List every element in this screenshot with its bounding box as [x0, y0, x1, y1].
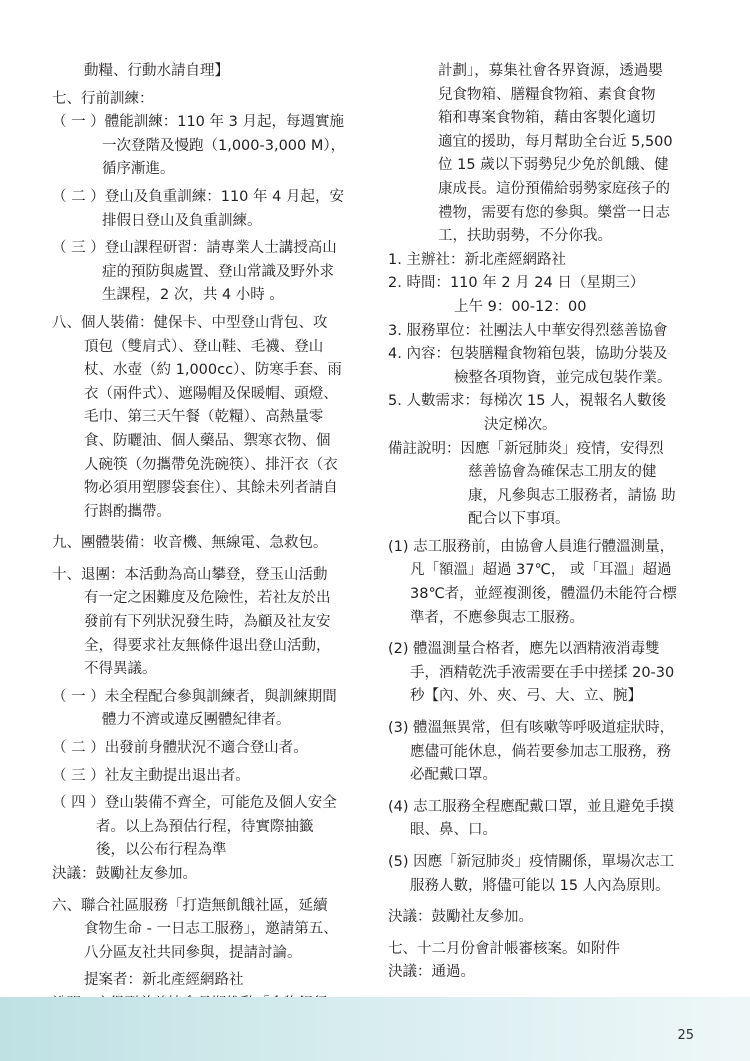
- text-line: 食物生命 - 一日志工服務」，邀請第五、: [84, 921, 338, 938]
- text-line: 衣（兩件式）、遮陽帽及保暖帽、頭燈、: [84, 385, 338, 402]
- text-line: 計劃」，募集社會各界資源，透過嬰: [438, 63, 663, 79]
- spacer: [52, 524, 368, 532]
- text-line: 決定梯次。: [484, 416, 557, 433]
- text-line: 物必須用塑膠袋套住）、其餘未列者請自: [84, 480, 338, 497]
- right-column: [388, 60, 704, 985]
- text-line: 後，以公布行程為準: [96, 842, 227, 859]
- spacer: [388, 788, 704, 796]
- text-line: 生課程，2 次，共 4 小時 。: [102, 287, 284, 304]
- text-line: 決議：鼓勵社友參加。: [388, 909, 533, 926]
- text-line: 禮物，需要有您的參與。樂當一日志: [438, 204, 670, 221]
- text-line: 箱和專案食物箱，藉由客製化適切: [438, 110, 656, 127]
- text-line: 七、十二月份會計帳審核案。如附件: [388, 940, 620, 957]
- text-line: 體力不濟或違反團體紀律者。: [102, 712, 291, 729]
- page-number: 25: [677, 1028, 694, 1043]
- text-line: 位 15 歲以下弱勢兒少免於飢餓、健: [438, 157, 669, 174]
- text-line: 工，扶助弱勢，不分你我。: [438, 228, 612, 245]
- text-line: 上午 9：00-12：00: [454, 298, 587, 315]
- text-line: 食、防曬油、個人藥品、禦寒衣物、個: [84, 432, 331, 449]
- text-line: 決議：通過。: [388, 964, 475, 981]
- text-line: (1) 志工服務前，由協會人員進行體溫測量，: [388, 538, 675, 555]
- left-column: [52, 60, 368, 1017]
- text-line: 應儘可能休息，倘若要參加志工服務，務: [410, 743, 671, 760]
- text-line: 人碗筷（勿攜帶免洗碗筷）、排汗衣（衣: [84, 456, 338, 473]
- text-line: 5. 人數需求：每梯次 15 人，視報名人數後: [388, 393, 667, 410]
- text-line: (5) 因應「新冠肺炎」疫情關係，單場次志工: [388, 854, 675, 870]
- text-line: （ 一 ）未全程配合參與訓練者，與訓練期間: [52, 688, 337, 705]
- text-line: 2. 時間：110 年 2 月 24 日（星期三）: [388, 275, 645, 292]
- text-line: 眼、鼻、口。: [410, 822, 497, 839]
- text-line: 檢整各項物資，並完成包裝作業。: [454, 369, 672, 386]
- text-line: （ 二 ）登山及負重訓練：110 年 4 月起，安: [52, 188, 344, 205]
- text-line: 頂包（雙肩式）、登山鞋、毛襪、登山: [84, 338, 324, 355]
- text-line: 有一定之困難度及危險性，若社友於出: [84, 590, 331, 607]
- text-line: (4) 志工服務全程應配戴口罩，並且避免手摸: [388, 798, 675, 815]
- spacer: [388, 843, 704, 851]
- text-line: （ 三 ）登山課程研習：請專業人士講授高山: [52, 240, 337, 257]
- text-line: 排假日登山及負重訓練。: [102, 212, 262, 229]
- text-line: 提案者：新北產經網路社: [84, 972, 244, 989]
- text-line: 全，得要求社友無條件退出登山活動，: [84, 637, 331, 654]
- text-line: 手，酒精乾洗手液需要在手中搓揉 20-30: [410, 664, 675, 681]
- text-line: 八、個人裝備：健保卡、中型登山背包、攻: [52, 314, 328, 331]
- text-line: 六、聯合社區服務「打造無飢餓社區，延續: [52, 897, 328, 914]
- text-line: 動糧、行動水請自理】: [84, 63, 229, 79]
- text-line: 決議：鼓勵社友參加。: [52, 866, 197, 882]
- text-line: (3) 體溫無異常，但有咳嗽等呼吸道症狀時，: [388, 720, 675, 737]
- text-line: 八分區友社共同參與，提請討論。: [84, 944, 302, 961]
- text-line: 者。以上為預估行程，待實際抽籤: [96, 818, 314, 835]
- spacer: [388, 709, 704, 717]
- text-line: 必配戴口罩。: [410, 767, 497, 784]
- text-line: (2) 體溫測量合格者，應先以酒精液消毒雙: [388, 641, 660, 658]
- text-line: 九、團體裝備：收音機、無線電、急救包。: [52, 535, 328, 552]
- text-line: 毛巾、第三天午餐（乾糧）、高熱量零: [84, 409, 324, 426]
- text-line: （ 二 ）出發前身體狀況不適合登山者。: [52, 740, 308, 757]
- text-line: 杖、水壺（約 1,000cc）、防寒手套、雨: [84, 362, 342, 379]
- text-line: 症的預防與處置、登山常識及野外求: [102, 263, 334, 280]
- text-line: 1. 主辦社：新北產經網路社: [388, 251, 566, 268]
- text-line: 適宜的援助，每月幫助全台近 5,500: [438, 133, 673, 150]
- text-line: 4. 內容：包裝膳糧食物箱包裝，協助分裝及: [388, 346, 668, 363]
- spacer: [52, 887, 368, 895]
- text-line: 七、行前訓練：: [52, 90, 154, 107]
- spacer: [388, 630, 704, 638]
- text-line: 秒【內、外、夾、弓、大、立、腕】: [410, 688, 642, 705]
- text-line: 凡「額溫」超過 37℃， 或「耳溫」超過: [410, 562, 672, 579]
- text-line: 備註說明：因應「新冠肺炎」疫情，安得烈: [388, 440, 664, 457]
- text-line: 行斟酌攜帶。: [84, 503, 171, 520]
- text-line: （ 四 ）登山裝備不齊全，可能危及個人安全: [52, 795, 337, 812]
- spacer: [388, 898, 704, 906]
- text-line: 兒食物箱、膳糧食物箱、素食食物: [438, 86, 656, 103]
- text-line: 康成長。這份預備給弱勢家庭孩子的: [438, 180, 670, 197]
- text-line: 3. 服務單位：社團法人中華安得烈慈善協會: [388, 322, 668, 339]
- text-line: 準者，不應參與志工服務。: [410, 609, 584, 626]
- text-line: （ 三 ）社友主動提出退出者。: [52, 767, 250, 784]
- text-line: （ 一 ）體能訓練：110 年 3 月起，每週實施: [52, 114, 344, 131]
- text-line: 不得異議。: [84, 661, 157, 678]
- text-line: 循序漸進。: [102, 161, 175, 178]
- text-line: 慈善協會為確保志工朋友的健: [468, 464, 657, 481]
- text-line: 服務人數，將儘可能以 15 人內為原則。: [410, 877, 670, 894]
- text-line: 十、退團：本活動為高山攀登，登玉山活動: [52, 566, 328, 583]
- page-footer-band: [0, 997, 750, 1061]
- text-line: 配合以下事項。: [468, 511, 570, 528]
- text-line: 38℃者，並經複測後，體溫仍未能符合標: [410, 586, 677, 603]
- text-line: 康，凡參與志工服務者，請協 助: [468, 487, 676, 504]
- spacer: [52, 556, 368, 564]
- spacer: [388, 930, 704, 938]
- text-line: 一次登階及慢跑（1,000-3,000 M），: [102, 137, 346, 154]
- text-line: 發前有下列狀況發生時，為顧及社友安: [84, 614, 331, 631]
